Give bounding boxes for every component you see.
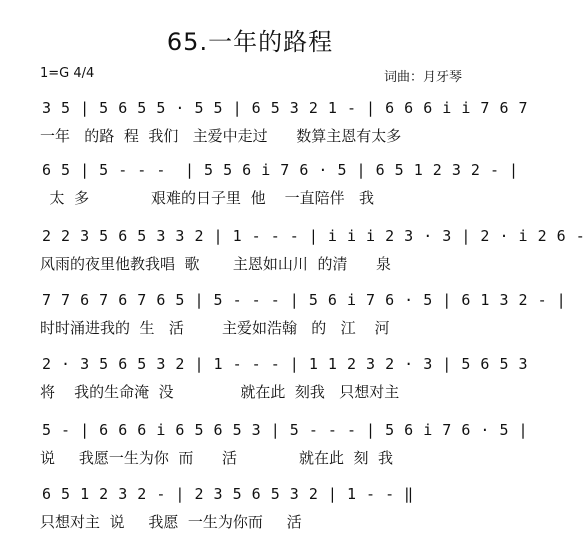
notation-line: 7 7 6 7 6 7 6 5 | 5 - - - | 5 6 i 7 6 · 5 | 6 1 3 2 - |	[42, 291, 567, 309]
lyric-line: 一年 的路 程 我们 主爱中走过 数算主恩有太多	[40, 127, 402, 145]
score-system-5	[0, 354, 529, 424]
notation-line: 2 2 3 5 6 5 3 3 2 | 1 - - - | i i i 2 3 · 3 | 2 · i 2 6 -	[42, 227, 585, 245]
credit-line: 词曲：月牙琴	[383, 70, 462, 85]
score-system-6	[0, 420, 529, 490]
notation-line: 5 - | 6 6 6 i 6 5 6 5 3 | 5 - - - | 5 6 i 7 6 · 5 |	[42, 421, 529, 439]
lyric-line: 时时涌进我的 生 活 主爱如浩翰 的 江 河	[40, 319, 390, 337]
lyric-line: 风雨的夜里他教我唱 歌 主恩如山川 的清 泉	[40, 255, 392, 273]
key-signature: 1=G 4/4	[40, 66, 95, 81]
lyric-line: 说 我愿一生为你 而 活 就在此 刻 我	[40, 449, 394, 467]
notation-line: 3 5 | 5 6 5 5 · 5 5 | 6 5 3 2 1 - | 6 6 6 i i 7 6 7	[42, 99, 529, 117]
lyric-line: 太 多 艰难的日子里 他 一直陪伴 我	[40, 189, 374, 207]
score-system-3	[0, 226, 585, 296]
score-system-4	[0, 290, 567, 360]
lyric-line: 将 我的生命淹 没 就在此 刻我 只想对主	[40, 383, 400, 401]
score-system-2	[0, 160, 519, 230]
score-system-1	[0, 98, 529, 168]
notation-line: 2 · 3 5 6 5 3 2 | 1 - - - | 1 1 2 3 2 · 3 | 5 6 5 3	[42, 355, 529, 373]
song-title: 65.一年的路程	[166, 28, 334, 56]
notation-line: 6 5 1 2 3 2 - | 2 3 5 6 5 3 2 | 1 - - ‖	[42, 485, 414, 503]
score-system-7	[0, 484, 500, 554]
notation-line: 6 5 | 5 - - - | 5 5 6 i 7 6 · 5 | 6 5 1 2 3 2 - |	[42, 161, 519, 179]
lyric-line: 只想对主 说 我愿 一生为你而 活	[40, 513, 302, 531]
